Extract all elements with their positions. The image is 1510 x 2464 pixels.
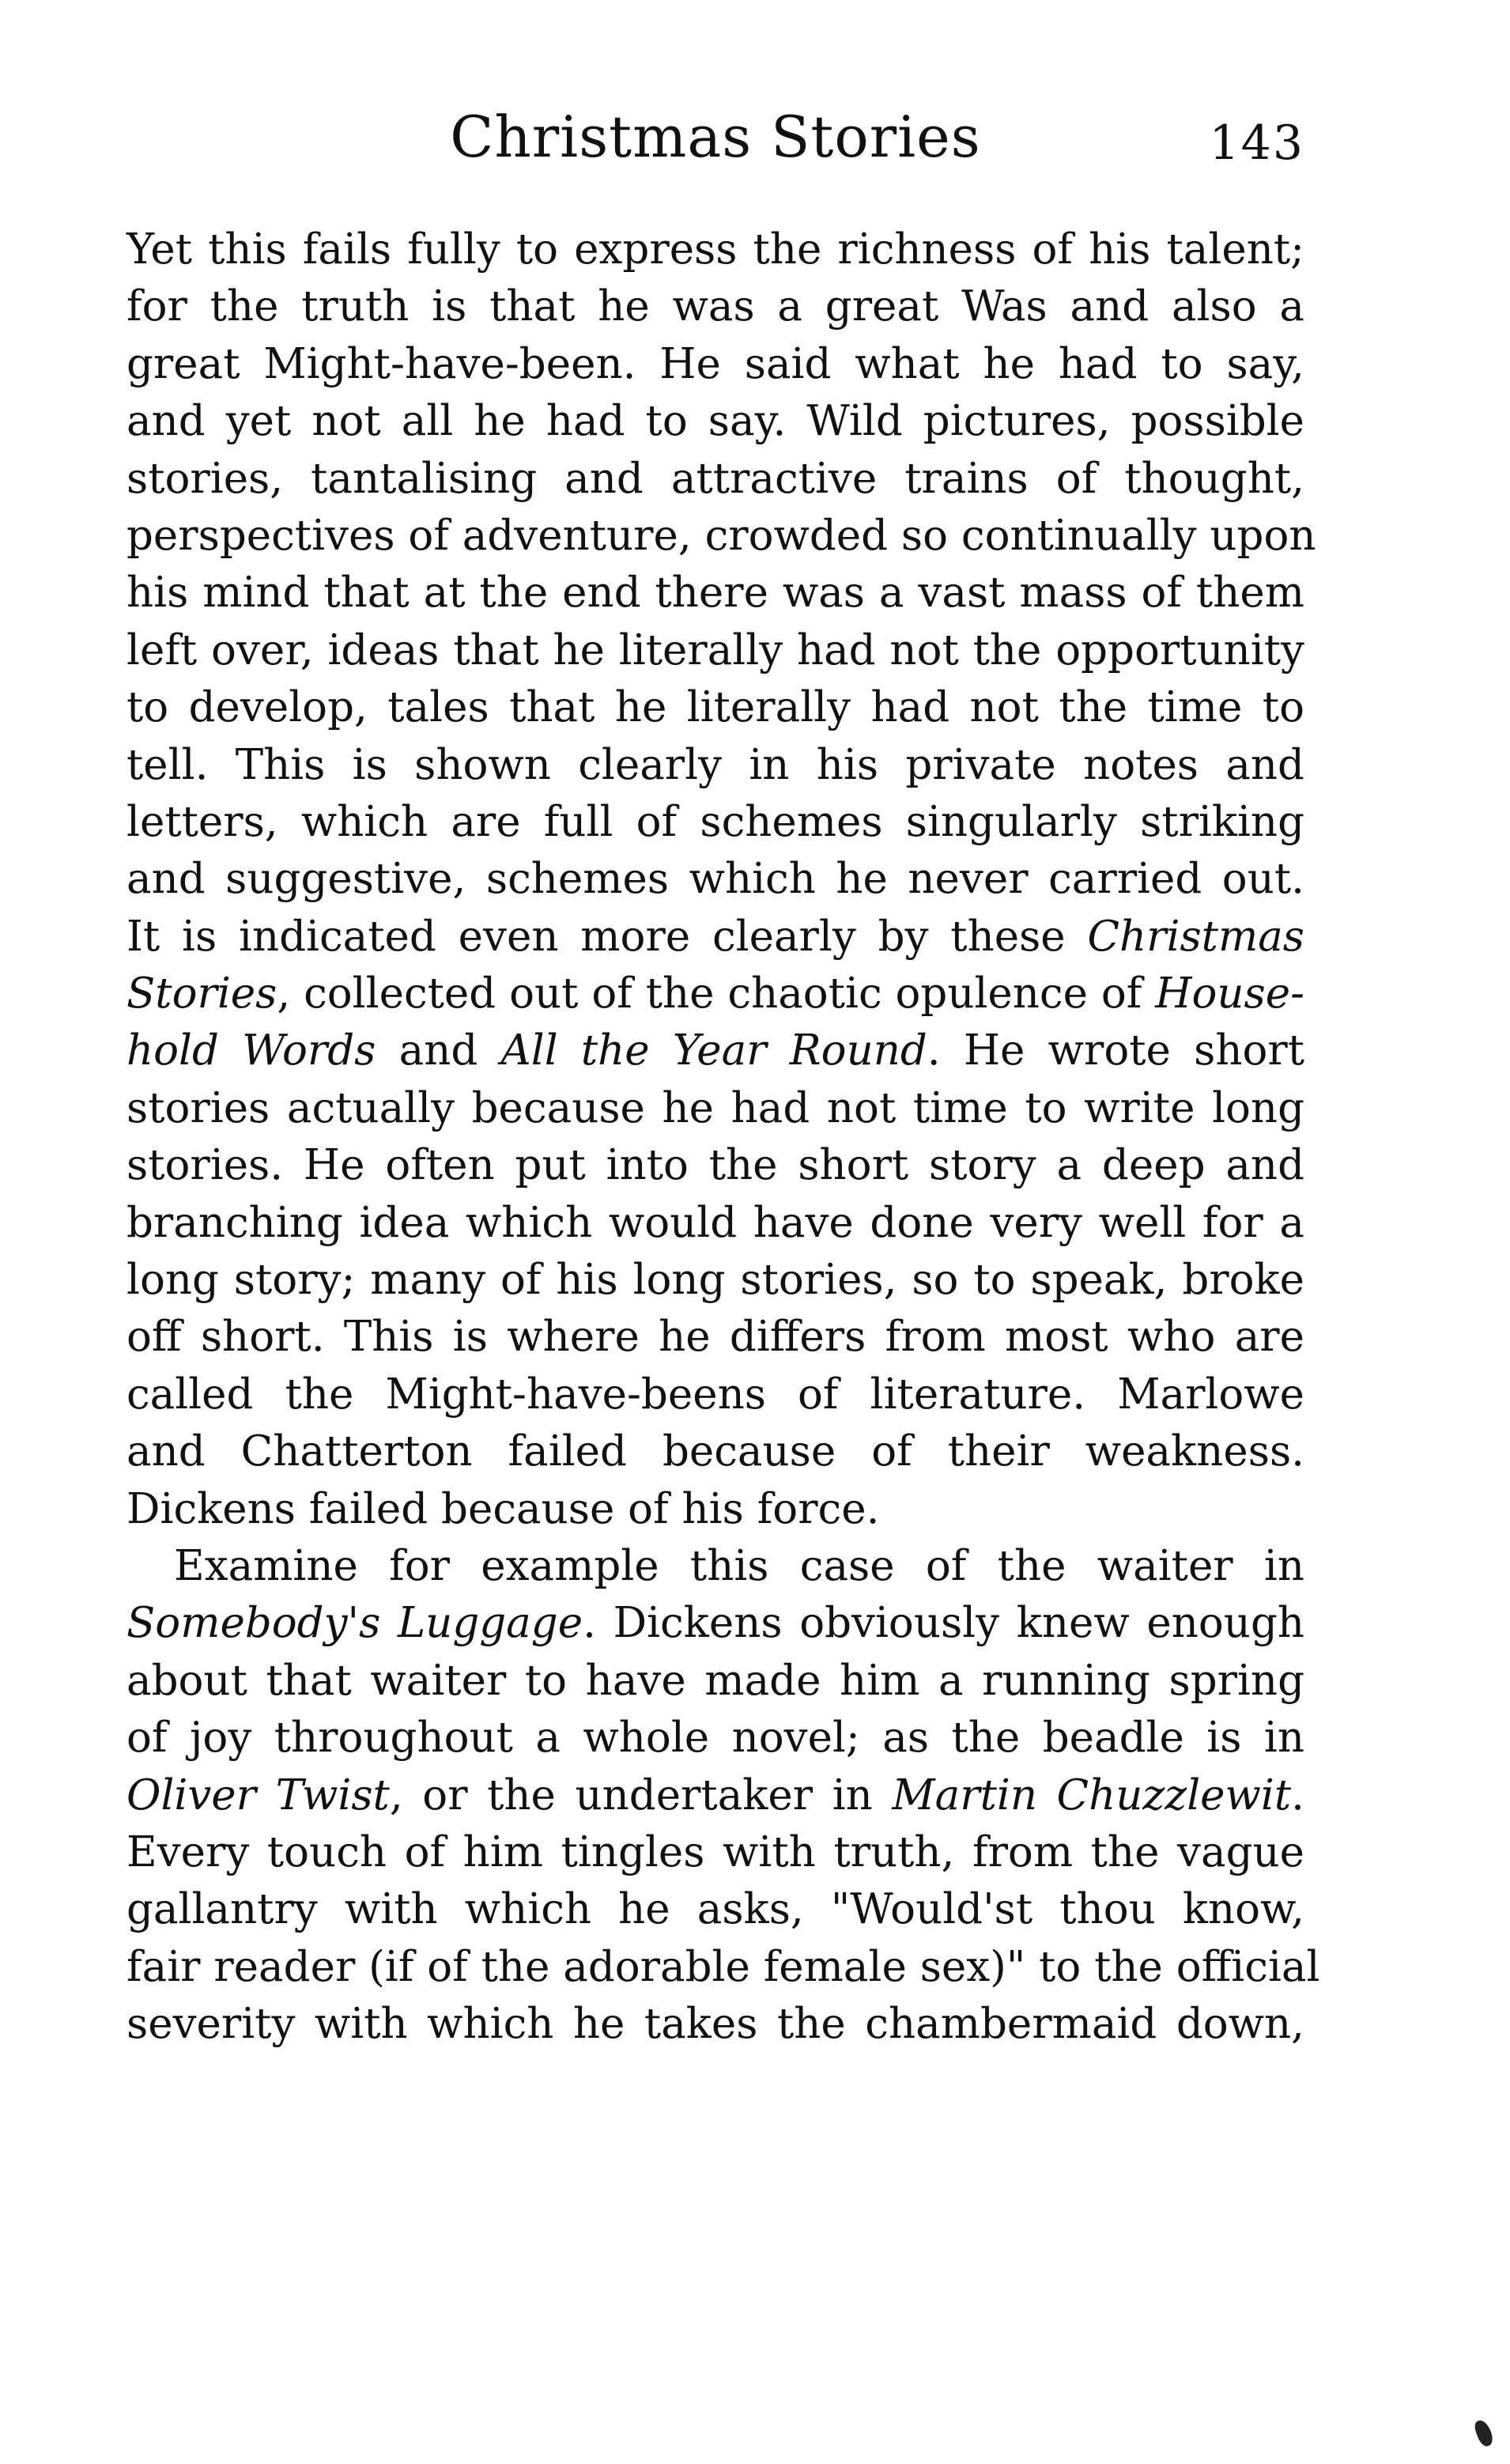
text-line bbox=[126, 1767, 1304, 1824]
text-line: severity with which he takes the chambermaid down, bbox=[126, 2000, 1304, 2049]
book-title-italic: Oliver Twist bbox=[126, 1771, 390, 1820]
text-line: stories. He often put into the short story a deep and bbox=[126, 1141, 1304, 1190]
book-title-italic: Christmas bbox=[1087, 912, 1304, 961]
text-line: tell. This is shown clearly in his private notes and bbox=[126, 740, 1304, 789]
text-line bbox=[126, 909, 1304, 966]
book-title-italic: Somebody's Luggage bbox=[126, 1599, 583, 1648]
text-line: of joy throughout a whole novel; as the beadle is in bbox=[126, 1714, 1304, 1763]
scan-speck bbox=[1473, 2418, 1496, 2448]
text-line: and suggestive, schemes which he never carried out. bbox=[126, 855, 1304, 904]
text-line: perspectives of adventure, crowded so continually upon bbox=[126, 511, 1316, 560]
text-line: off short. This is where he differs from most who are bbox=[126, 1313, 1304, 1362]
text-line: branching idea which would have done very well for a bbox=[126, 1198, 1304, 1247]
text-line: and yet not all he had to say. Wild pictures, possible bbox=[126, 397, 1304, 446]
text-run: . He wrote short bbox=[927, 1026, 1304, 1075]
book-title-italic: House- bbox=[1155, 969, 1304, 1018]
text-line: called the Might-have-beens of literature. Marlowe bbox=[126, 1370, 1304, 1419]
text-run: and bbox=[376, 1026, 501, 1075]
text-run: , collected out of the chaotic opulence of bbox=[277, 969, 1156, 1018]
text-line: Dickens failed because of his force. bbox=[126, 1484, 880, 1533]
text-line: stories actually because he had not time to write long bbox=[126, 1083, 1304, 1132]
text-line: great Might-have-been. He said what he had to say, bbox=[126, 339, 1304, 388]
text-run: . Dickens obviously knew enough bbox=[583, 1599, 1304, 1648]
text-line: stories, tantalising and attractive trains of thought, bbox=[126, 454, 1304, 503]
text-line: letters, which are full of schemes singularly striking bbox=[126, 797, 1304, 846]
text-line: long story; many of his long stories, so to speak, broke bbox=[126, 1256, 1304, 1305]
text-line: left over, ideas that he literally had not the opportunity bbox=[126, 625, 1304, 675]
book-title-italic: hold Words bbox=[126, 1026, 376, 1075]
text-line: his mind that at the end there was a vast mass of them bbox=[126, 569, 1304, 618]
running-head bbox=[126, 101, 1304, 172]
text-run: , or the undertaker in bbox=[389, 1771, 893, 1820]
text-line: Yet this fails fully to express the richness of his talent; bbox=[126, 225, 1304, 274]
text-line bbox=[126, 966, 1304, 1022]
text-line bbox=[126, 1595, 1304, 1652]
body-text bbox=[126, 221, 1320, 2054]
text-line: to develop, tales that he literally had not the time to bbox=[126, 683, 1304, 732]
book-title-italic: All the Year Round bbox=[500, 1026, 927, 1075]
book-title-italic: Martin Chuzzlewit bbox=[892, 1771, 1292, 1820]
text-line: gallantry with which he asks, "Would'st thou know, bbox=[126, 1885, 1304, 1934]
running-title: Christmas Stories bbox=[450, 104, 981, 170]
text-line: for the truth is that he was a great Was and also a bbox=[126, 282, 1304, 331]
text-run: . bbox=[1291, 1771, 1305, 1820]
text-line: and Chatterton failed because of their weakness. bbox=[126, 1427, 1304, 1476]
text-line: fair reader (if of the adorable female sex)" to the official bbox=[126, 1942, 1320, 1991]
book-title-italic: Stories bbox=[126, 969, 277, 1018]
text-line: Examine for example this case of the waiter in bbox=[174, 1541, 1304, 1590]
text-line: Every touch of him tingles with truth, from the vague bbox=[126, 1827, 1304, 1876]
text-run: It is indicated even more clearly by these bbox=[126, 912, 1088, 961]
page-number: 143 bbox=[1209, 115, 1304, 171]
text-line bbox=[126, 1022, 1304, 1079]
text-line: about that waiter to have made him a running spring bbox=[126, 1656, 1304, 1705]
